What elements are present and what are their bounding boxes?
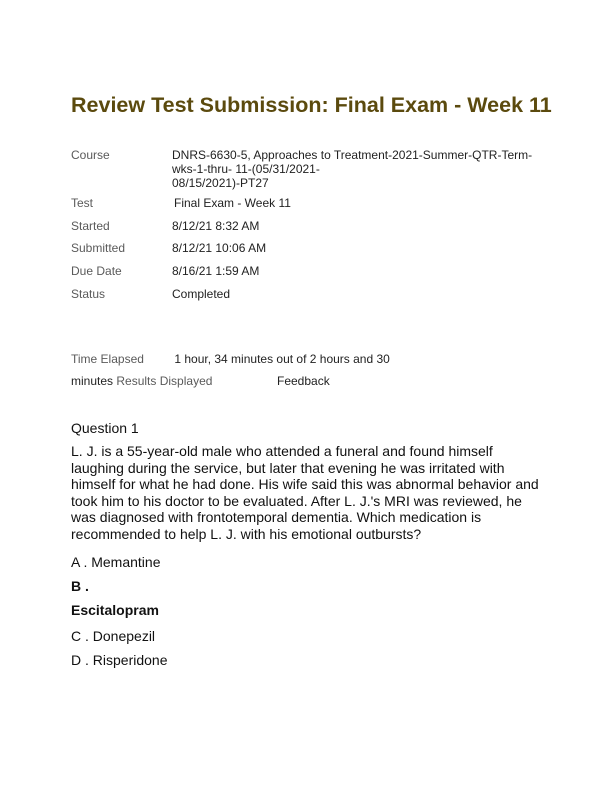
results-displayed-value: Feedback bbox=[277, 374, 330, 388]
question-text: L. J. is a 55-year-old male who attended a funeral and found himself laughing during the service, but later that evening he was irritated with himself for what he had done. His wife said this was abnormal behavior and took him to his doctor to be evaluated. After L. J.'s MRI was reviewed, he was diagnosed with frontotemporal dementia. Which medication is recommended to help L. J. with his emotional outbursts? bbox=[71, 443, 539, 542]
time-elapsed-row bbox=[71, 352, 390, 366]
course-value-line-2: wks-1-thru- 11-(05/31/2021- bbox=[172, 162, 320, 176]
results-displayed-row bbox=[71, 374, 330, 388]
course-value-line-1: DNRS-6630-5, Approaches to Treatment-2021-Summer-QTR-Term- bbox=[172, 148, 533, 162]
answer-option-b-letter: B . bbox=[71, 578, 89, 594]
page-title: Review Test Submission: Final Exam - Week 11 bbox=[71, 93, 552, 117]
results-displayed-label: Results Displayed bbox=[116, 374, 213, 388]
course-value-line-3: 08/15/2021)-PT27 bbox=[172, 176, 269, 190]
answer-option-a: A . Memantine bbox=[71, 554, 161, 570]
question-label: Question 1 bbox=[71, 420, 139, 436]
due-date-value: 8/16/21 1:59 AM bbox=[172, 264, 260, 278]
started-label: Started bbox=[71, 219, 110, 233]
time-elapsed-value: 1 hour, 34 minutes out of 2 hours and 30 bbox=[174, 352, 390, 366]
started-value: 8/12/21 8:32 AM bbox=[172, 219, 260, 233]
test-label: Test bbox=[71, 196, 94, 210]
status-label: Status bbox=[71, 287, 106, 301]
course-label: Course bbox=[71, 148, 110, 162]
answer-option-c: C . Donepezil bbox=[71, 628, 156, 644]
time-elapsed-continuation: minutes bbox=[71, 374, 114, 388]
answer-option-b-text: Escitalopram bbox=[71, 602, 159, 618]
due-date-label: Due Date bbox=[71, 264, 122, 278]
course-value bbox=[172, 148, 542, 190]
submitted-label: Submitted bbox=[71, 241, 126, 255]
time-elapsed-label: Time Elapsed bbox=[71, 352, 144, 366]
status-value: Completed bbox=[172, 287, 231, 301]
submitted-value: 8/12/21 10:06 AM bbox=[172, 241, 267, 255]
answer-option-d: D . Risperidone bbox=[71, 652, 168, 668]
test-value: Final Exam - Week 11 bbox=[174, 196, 291, 210]
